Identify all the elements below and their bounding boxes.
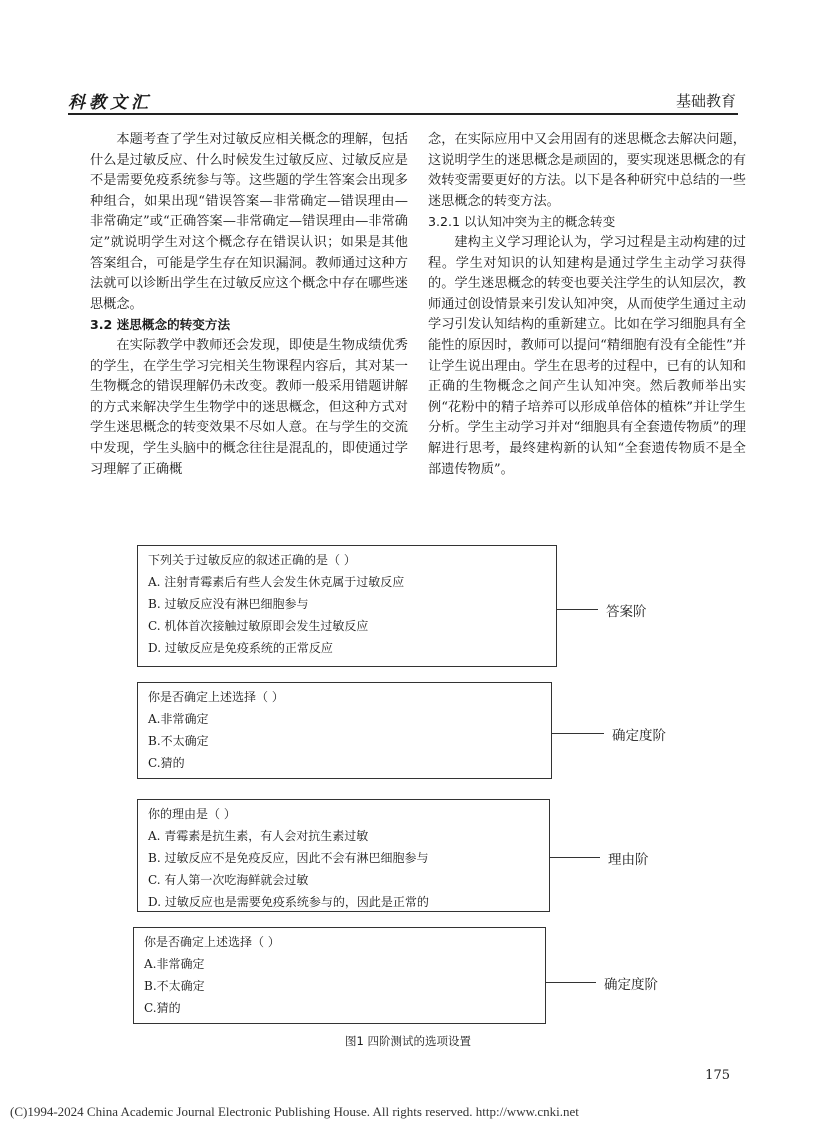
- connector-line: [546, 982, 596, 983]
- confidence-tier-box: [137, 682, 552, 779]
- option-b: B.不太确定: [144, 979, 205, 993]
- figure-caption: 图1 四阶测试的选项设置: [345, 1034, 471, 1048]
- option-d: D. 过敏反应也是需要免疫系统参与的，因此是正常的: [148, 895, 429, 909]
- option-a: A.非常确定: [144, 957, 205, 971]
- option-a: A. 注射青霉素后有些人会发生休克属于过敏反应: [148, 575, 405, 589]
- paragraph: 念，在实际应用中又会用固有的迷思概念去解决问题，这说明学生的迷思概念是顽固的，要实现迷思概念的有效转变需要更好的方法。以下是各种研究中总结的一些迷思概念的转变方法。: [428, 132, 746, 209]
- header-rule: [68, 113, 738, 115]
- subsection-heading: 3.2.1 以认知冲突为主的概念转变: [428, 214, 616, 230]
- confidence-tier-box: [133, 927, 546, 1024]
- option-c: C.猜的: [144, 1001, 181, 1015]
- option-a: A. 青霉素是抗生素，有人会对抗生素过敏: [148, 829, 369, 843]
- journal-logo: 科教文汇: [68, 93, 152, 113]
- copyright-notice: (C)1994-2024 China Academic Journal Electronic Publishing House. All rights reserved. http://www.cnki.net: [10, 1104, 579, 1119]
- question-stem: 你是否确定上述选择（ ）: [144, 935, 280, 949]
- page-number: 175: [705, 1068, 730, 1083]
- option-c: C.猜的: [148, 756, 185, 770]
- connector-line: [550, 857, 600, 858]
- connector-line: [552, 733, 604, 734]
- left-column: [90, 130, 408, 480]
- question-stem: 你是否确定上述选择（ ）: [148, 690, 284, 704]
- question-stem: 下列关于过敏反应的叙述正确的是（ ）: [148, 553, 356, 567]
- stage-label-reason: 理由阶: [608, 852, 649, 868]
- option-c: C. 有人第一次吃海鲜就会过敏: [148, 873, 309, 887]
- stage-label-confidence: 确定度阶: [612, 728, 666, 744]
- paragraph: 在实际教学中教师还会发现，即使是生物成绩优秀的学生，在学生学习完相关生物课程内容后，其对某一生物概念的错误理解仍未改变。教师一般采用错题讲解的方式来解决学生生物学中的迷思概念，但这种方式对学生迷思概念的转变效果不尽如人意。在与学生的交流中发现，学生头脑中的概念往往是混乱的，即使通过学习理解了正确概: [90, 337, 408, 477]
- option-d: D. 过敏反应是免疫系统的正常反应: [148, 641, 333, 655]
- stage-label-answer: 答案阶: [606, 604, 647, 620]
- option-b: B.不太确定: [148, 734, 209, 748]
- stage-label-confidence: 确定度阶: [604, 977, 658, 993]
- section-name: 基础教育: [675, 92, 736, 110]
- option-b: B. 过敏反应没有淋巴细胞参与: [148, 597, 309, 611]
- section-heading: 3.2 迷思概念的转变方法: [90, 317, 231, 333]
- reason-tier-box: [137, 799, 550, 912]
- question-stem: 你的理由是（ ）: [148, 807, 236, 821]
- right-column: [428, 130, 746, 480]
- answer-tier-box: [137, 545, 557, 667]
- paragraph: 建构主义学习理论认为，学习过程是主动构建的过程。学生对知识的认知建构是通过学生主动学习获得的。学生迷思概念的转变也要关注学生的认知层次，教师通过创设情景来引发认知冲突，从而使学生通过主动学习引发认知结构的重新建立。比如在学习细胞具有全能性的原因时，教师可以提问“精细胞有没有全能性”并让学生说出理由。学生在思考的过程中，已有的认知和正确的生物概念之间产生认知冲突。然后教师举出实例“花粉中的精子培养可以形成单倍体的植株”并让学生分析。学生主动学习并对“细胞具有全套遗传物质”的理解进行思考，最终建构新的认知“全套遗传物质不是全部遗传物质”。: [428, 234, 746, 477]
- option-c: C. 机体首次接触过敏原即会发生过敏反应: [148, 619, 369, 633]
- option-b: B. 过敏反应不是免疫反应，因此不会有淋巴细胞参与: [148, 851, 429, 865]
- paragraph: 本题考查了学生对过敏反应相关概念的理解，包括什么是过敏反应、什么时候发生过敏反应、过敏反应是不是需要免疫系统参与等。这些题的学生答案会出现多种组合，如果出现“错误答案—非常确定—错误理由—非常确定”或“正确答案—非常确定—错误理由—非常确定”就说明学生对这个概念存在错误认识；如果是其他答案组合，可能是学生存在知识漏洞。教师通过这种方法就可以诊断出学生在过敏反应这个概念中存在哪些迷思概念。: [90, 132, 408, 312]
- connector-line: [557, 609, 598, 610]
- option-a: A.非常确定: [148, 712, 209, 726]
